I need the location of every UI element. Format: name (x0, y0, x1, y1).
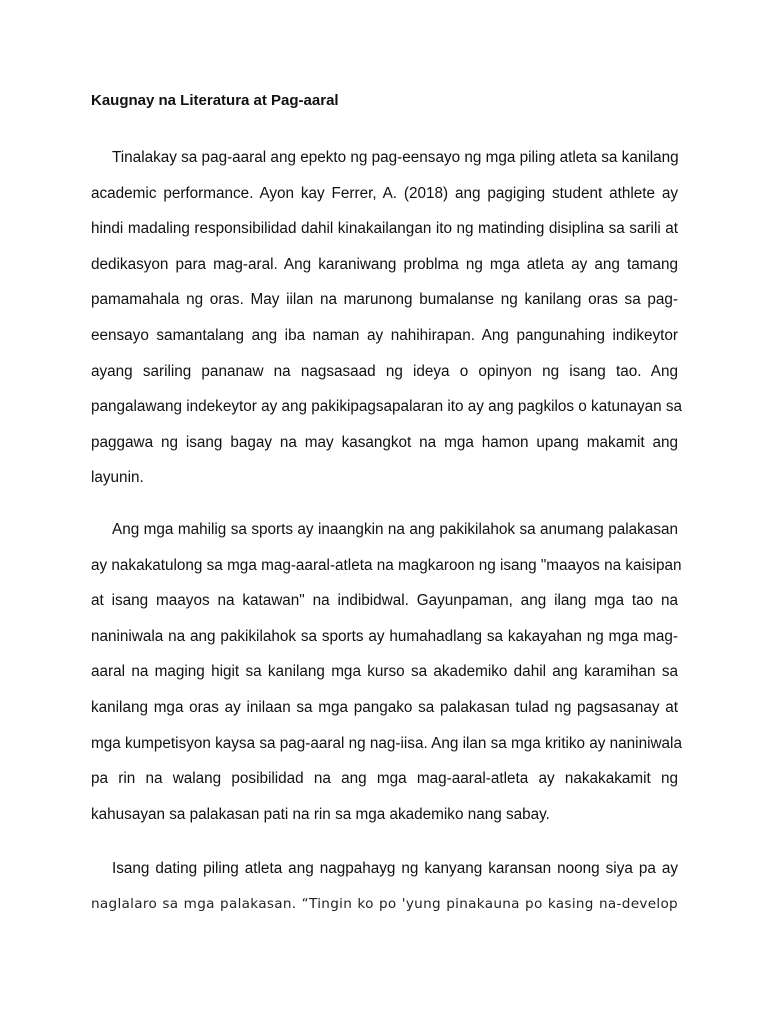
paragraph-line: ay nakakatulong sa mga mag-aaral-atleta na magkaroon ng isang "maayos na kaisipan (91, 556, 682, 574)
paragraph-line: kanilang mga oras ay inilaan sa mga pangako sa palakasan tulad ng pagsasanay at (91, 698, 678, 716)
paragraph-line: naglalaro sa mga palakasan. “Tingin ko po 'yung pinakauna po kasing na-develop (91, 895, 678, 912)
paragraph-line: hindi madaling responsibilidad dahil kinakailangan ito ng matinding disiplina sa sarili at (91, 220, 678, 238)
paragraph-line: Ang mga mahilig sa sports ay inaangkin na ang pakikilahok sa anumang palakasan (112, 521, 678, 538)
paragraph-line: eensayo samantalang ang iba naman ay nahihirapan. Ang pangunahing indikeytor (91, 326, 678, 344)
paragraph-line: paggawa ng isang bagay na may kasangkot na mga hamon upang makamit ang (91, 433, 678, 451)
paragraph-line: naniniwala na ang pakikilahok sa sports ay humahadlang sa kakayahan ng mga mag- (91, 627, 678, 645)
paragraph-line: Tinalakay sa pag-aaral ang epekto ng pag-eensayo ng mga piling atleta sa kanilang (112, 149, 679, 166)
paragraph-3 (91, 851, 678, 922)
paragraph-line: pamamahala ng oras. May iilan na marunong bumalanse ng kanilang oras sa pag- (91, 291, 678, 309)
paragraph-line: aaral na maging higit sa kanilang mga kurso sa akademiko dahil ang karamihan sa (91, 663, 678, 681)
paragraph-line: mga kumpetisyon kaysa sa pag-aaral ng nag-iisa. Ang ilan sa mga kritiko ay naniniwala (91, 734, 682, 752)
paragraph-1 (91, 140, 683, 496)
paragraph-line: kahusayan sa palakasan pati na rin sa mga akademiko nang sabay. (91, 805, 550, 823)
paragraph-line: ayang sariling pananaw na nagsasaad ng ideya o opinyon ng isang tao. Ang (91, 362, 678, 380)
paragraph-line: pa rin na walang posibilidad na ang mga mag-aaral-atleta ay nakakakamit ng (91, 770, 678, 788)
document-title: Kaugnay na Literatura at Pag-aaral (91, 92, 339, 109)
paragraph-line: dedikasyon para mag-aral. Ang karaniwang problma ng mga atleta ay ang tamang (91, 255, 678, 273)
paragraph-line: academic performance. Ayon kay Ferrer, A. (2018) ang pagiging student athlete ay (91, 184, 678, 202)
paragraph-2 (91, 512, 682, 832)
paragraph-line: layunin. (91, 469, 144, 487)
paragraph-line: at isang maayos na katawan" na indibidwal. Gayunpaman, ang ilang mga tao na (91, 592, 678, 610)
paragraph-line: pangalawang indekeytor ay ang pakikipagsapalaran ito ay ang pagkilos o katunayan sa (91, 398, 683, 416)
paragraph-line: Isang dating piling atleta ang nagpahayg ng kanyang karansan noong siya pa ay (112, 860, 678, 877)
